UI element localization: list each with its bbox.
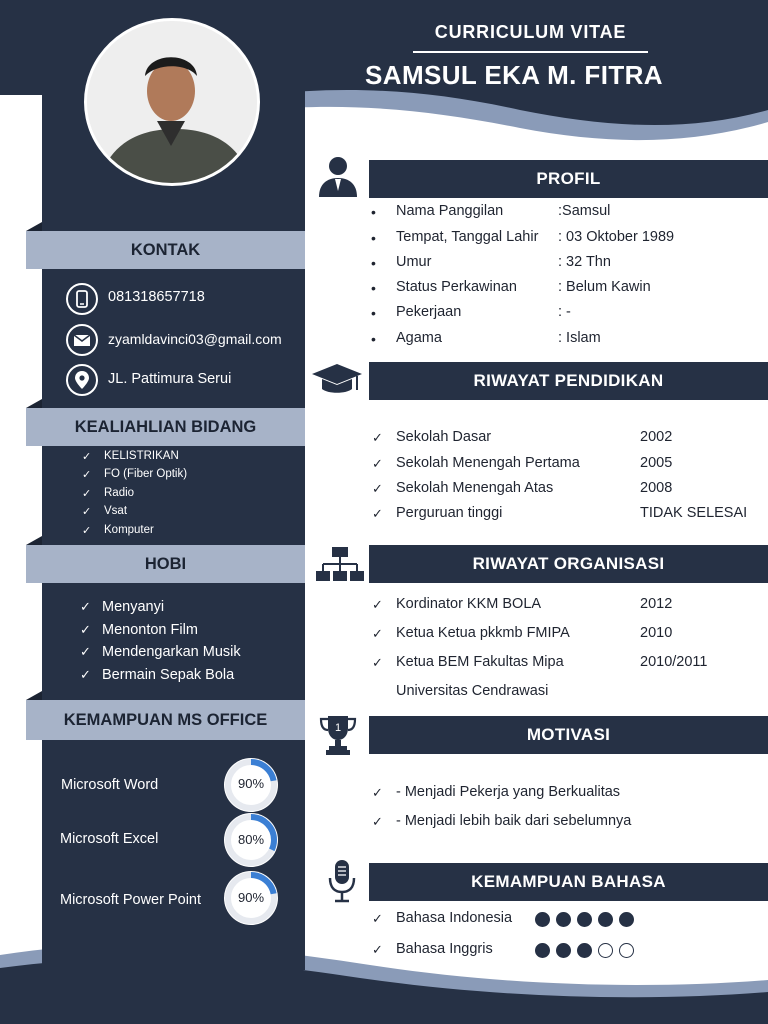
organization-title: RIWAYAT ORGANISASI bbox=[369, 545, 768, 583]
profile-value: : 32 Thn bbox=[558, 254, 611, 270]
trophy-number: 1 bbox=[334, 722, 342, 734]
hobby-item: Menonton Film bbox=[102, 622, 198, 638]
education-label: Sekolah Menengah Atas bbox=[396, 480, 554, 496]
language-name: Bahasa Indonesia bbox=[396, 910, 513, 926]
rating-dot-filled bbox=[535, 912, 550, 927]
rating-dot-filled bbox=[598, 912, 613, 927]
check-icon: ✓ bbox=[80, 667, 91, 682]
education-label: Perguruan tinggi bbox=[396, 505, 503, 521]
hobby-item: Bermain Sepak Bola bbox=[102, 667, 235, 683]
bullet-icon: • bbox=[371, 305, 376, 321]
check-icon: ✓ bbox=[372, 655, 383, 670]
skills-title: KEALIAHLIAN BIDANG bbox=[26, 408, 305, 446]
skill-item: FO (Fiber Optik) bbox=[104, 468, 188, 480]
profile-label: Agama bbox=[396, 330, 442, 346]
office-skill-name: Microsoft Power Point bbox=[60, 892, 202, 908]
education-title: RIWAYAT PENDIDIKAN bbox=[369, 362, 768, 400]
bullet-icon: • bbox=[371, 280, 376, 296]
skill-item: KELISTRIKAN bbox=[104, 450, 179, 462]
rating-dot-empty bbox=[619, 943, 634, 958]
cv-heading: CURRICULUM VITAE bbox=[434, 22, 627, 42]
contact-title: KONTAK bbox=[26, 231, 305, 269]
profile-value: :Samsul bbox=[558, 203, 611, 219]
organization-extra: Universitas Cendrawasi bbox=[396, 683, 549, 699]
rating-dot-filled bbox=[535, 943, 550, 958]
skill-item: Vsat bbox=[104, 505, 128, 517]
organization-value: 2010 bbox=[640, 625, 673, 641]
bullet-icon: • bbox=[371, 331, 376, 347]
profile-photo bbox=[84, 18, 260, 186]
mail-icon bbox=[66, 324, 98, 356]
sidebar-fold bbox=[26, 691, 42, 700]
profile-label: Umur bbox=[396, 254, 432, 270]
check-icon: ✓ bbox=[372, 597, 383, 612]
check-icon: ✓ bbox=[80, 644, 91, 659]
check-icon: ✓ bbox=[82, 525, 92, 537]
contact-email[interactable]: zyamldavinci03@gmail.com bbox=[108, 331, 282, 347]
language-title: KEMAMPUAN BAHASA bbox=[369, 863, 768, 901]
check-icon: ✓ bbox=[372, 430, 383, 445]
check-icon: ✓ bbox=[82, 469, 92, 481]
office-skill-name: Microsoft Excel bbox=[60, 831, 159, 847]
language-rating bbox=[535, 911, 640, 929]
sidebar-fold bbox=[26, 399, 42, 408]
profile-label: Nama Panggilan bbox=[396, 203, 504, 219]
hobby-item: Mendengarkan Musik bbox=[102, 644, 241, 660]
check-icon: ✓ bbox=[372, 911, 383, 926]
profile-title: PROFIL bbox=[369, 160, 768, 198]
graduation-cap-icon bbox=[310, 362, 364, 398]
trophy-icon bbox=[318, 714, 358, 756]
check-icon: ✓ bbox=[82, 451, 92, 463]
profile-label: Status Perkawinan bbox=[396, 279, 517, 295]
organization-label: Kordinator KKM BOLA bbox=[396, 596, 542, 612]
education-value: TIDAK SELESAI bbox=[640, 505, 748, 521]
sidebar-fold bbox=[26, 536, 42, 545]
gauge-label: 80% bbox=[237, 832, 265, 847]
profile-value: : Islam bbox=[558, 330, 601, 346]
education-value: 2005 bbox=[640, 455, 673, 471]
office-skill-name: Microsoft Word bbox=[61, 777, 159, 793]
organization-value: 2010/2011 bbox=[640, 654, 708, 670]
skill-item: Komputer bbox=[104, 524, 154, 536]
person-icon bbox=[316, 154, 360, 198]
hobby-item: Menyanyi bbox=[102, 599, 165, 615]
microphone-icon bbox=[325, 858, 359, 904]
person-name: SAMSUL EKA M. FITRA bbox=[365, 60, 663, 90]
check-icon: ✓ bbox=[372, 942, 383, 957]
profile-value: : Belum Kawin bbox=[558, 279, 651, 295]
organization-label: Ketua BEM Fakultas Mipa bbox=[396, 654, 564, 670]
rating-dot-empty bbox=[598, 943, 613, 958]
sidebar-fold bbox=[26, 222, 42, 231]
bullet-icon: • bbox=[371, 255, 376, 271]
motivation-item: - Menjadi Pekerja yang Berkualitas bbox=[396, 784, 621, 800]
education-value: 2008 bbox=[640, 480, 673, 496]
profile-label: Pekerjaan bbox=[396, 304, 462, 320]
motivation-title: MOTIVASI bbox=[369, 716, 768, 754]
check-icon: ✓ bbox=[372, 626, 383, 641]
check-icon: ✓ bbox=[372, 481, 383, 496]
language-name: Bahasa Inggris bbox=[396, 941, 493, 957]
profile-label: Tempat, Tanggal Lahir bbox=[396, 229, 539, 245]
education-label: Sekolah Menengah Pertama bbox=[396, 455, 580, 471]
rating-dot-filled bbox=[556, 943, 571, 958]
check-icon: ✓ bbox=[80, 622, 91, 637]
bullet-icon: • bbox=[371, 230, 376, 246]
education-value: 2002 bbox=[640, 429, 673, 445]
location-pin-icon bbox=[66, 364, 98, 396]
contact-phone[interactable]: 081318657718 bbox=[108, 289, 205, 305]
hobby-title: HOBI bbox=[26, 545, 305, 583]
check-icon: ✓ bbox=[82, 506, 92, 518]
heading-divider bbox=[413, 51, 648, 53]
organization-label: Ketua Ketua pkkmb FMIPA bbox=[396, 625, 570, 641]
organization-value: 2012 bbox=[640, 596, 673, 612]
education-label: Sekolah Dasar bbox=[396, 429, 492, 445]
check-icon: ✓ bbox=[372, 456, 383, 471]
check-icon: ✓ bbox=[372, 785, 383, 800]
motivation-item: - Menjadi lebih baik dari sebelumnya bbox=[396, 813, 632, 829]
check-icon: ✓ bbox=[372, 814, 383, 829]
office-title: KEMAMPUAN MS OFFICE bbox=[26, 700, 305, 740]
language-rating bbox=[535, 942, 640, 960]
skill-item: Radio bbox=[104, 487, 135, 499]
contact-address: JL. Pattimura Serui bbox=[108, 371, 232, 387]
profile-value: : 03 Oktober 1989 bbox=[558, 229, 675, 245]
check-icon: ✓ bbox=[372, 506, 383, 521]
gauge-label: 90% bbox=[237, 890, 265, 905]
profile-value: : - bbox=[558, 304, 571, 320]
check-icon: ✓ bbox=[82, 488, 92, 500]
bullet-icon: • bbox=[371, 204, 376, 220]
check-icon: ✓ bbox=[80, 599, 91, 614]
gauge-label: 90% bbox=[237, 776, 265, 791]
rating-dot-filled bbox=[619, 912, 634, 927]
rating-dot-filled bbox=[577, 943, 592, 958]
rating-dot-filled bbox=[556, 912, 571, 927]
rating-dot-filled bbox=[577, 912, 592, 927]
phone-icon bbox=[66, 283, 98, 315]
org-chart-icon bbox=[315, 545, 365, 583]
